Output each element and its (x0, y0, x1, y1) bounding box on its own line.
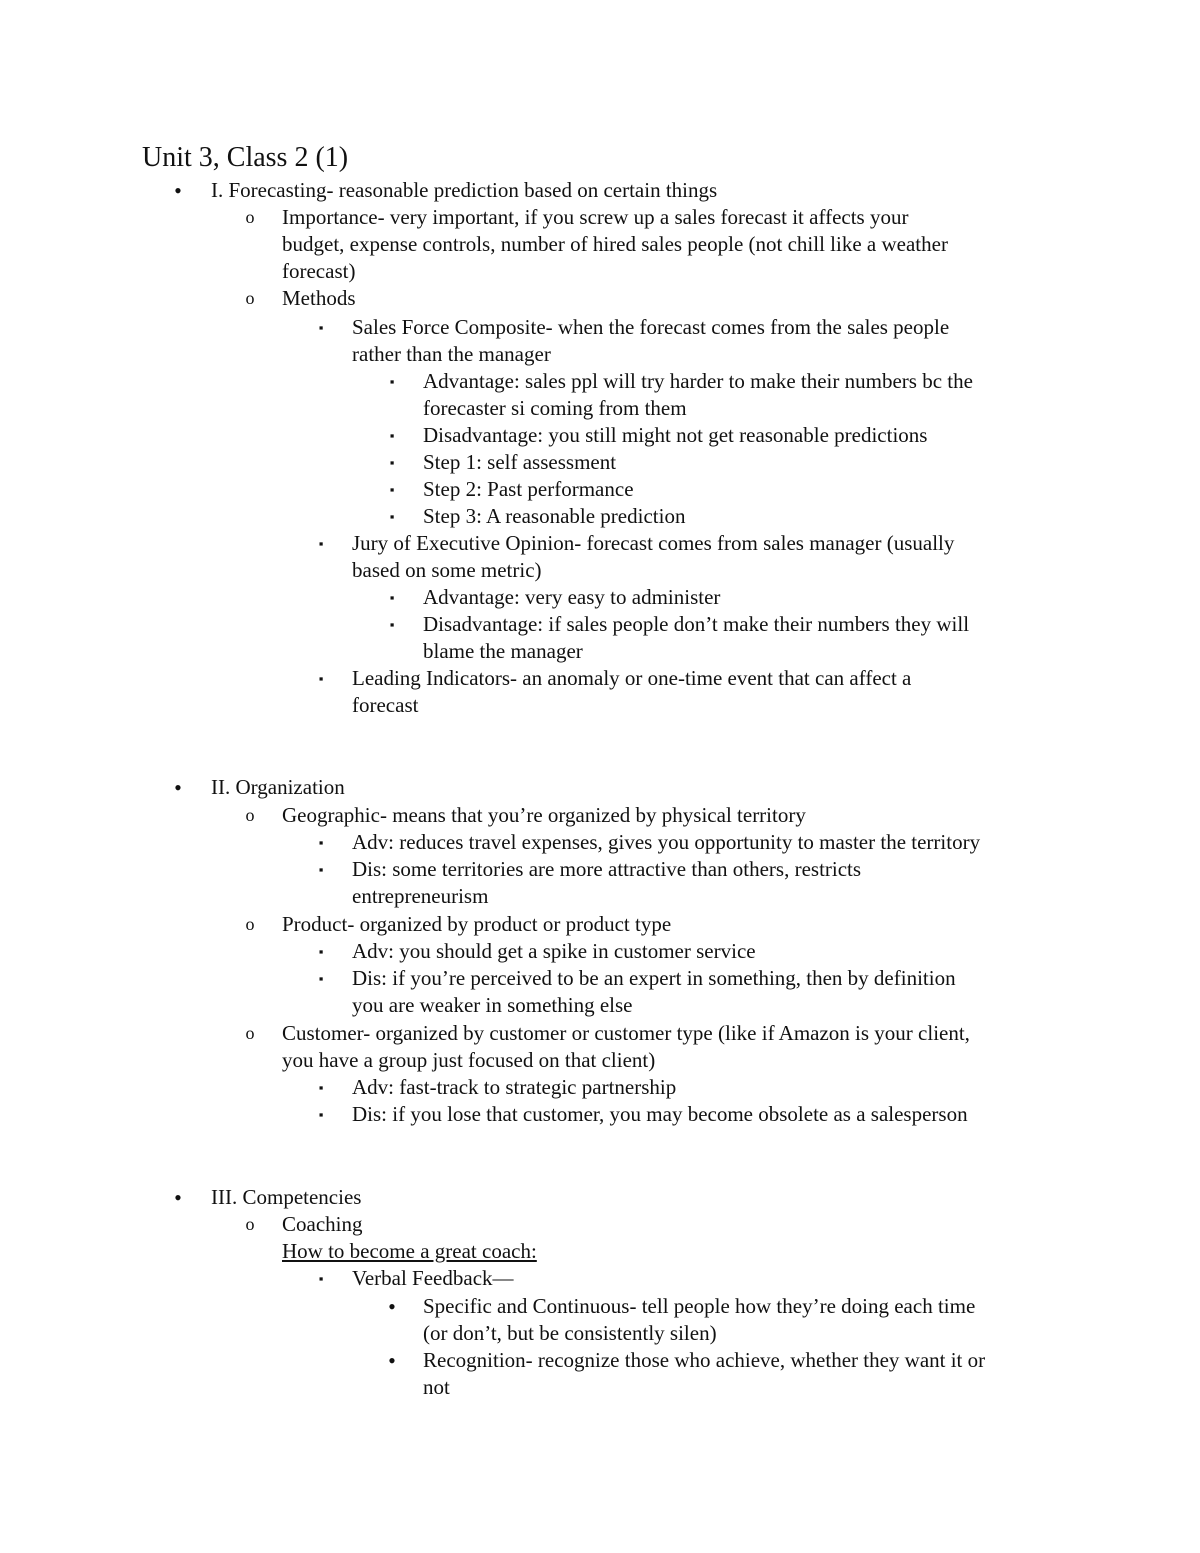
outline-line-text: Verbal Feedback— (352, 1266, 514, 1290)
square-bullet-icon: ▪ (389, 509, 395, 524)
disc-bullet-icon: • (174, 1185, 182, 1210)
outline-line-text: Adv: reduces travel expenses, gives you opportunity to master the territory (352, 830, 981, 854)
outline-line-text: based on some metric) (352, 558, 542, 582)
outline-line-text: I. Forecasting- reasonable prediction based on certain things (211, 178, 718, 202)
document-title: Unit 3, Class 2 (1) (142, 142, 349, 173)
square-bullet-icon: ▪ (318, 671, 324, 686)
circle-bullet-icon: o (245, 207, 255, 227)
outline-line-text: Step 3: A reasonable prediction (423, 504, 686, 528)
square-bullet-icon: ▪ (318, 320, 324, 335)
outline-line-text: rather than the manager (352, 342, 551, 366)
square-bullet-icon: ▪ (318, 536, 324, 551)
outline-line-text: Sales Force Composite- when the forecast comes from the sales people (352, 315, 950, 339)
outline-line-text: Product- organized by product or product type (282, 912, 672, 936)
outline-line-text: Step 1: self assessment (423, 450, 617, 474)
outline-line-text: Adv: you should get a spike in customer service (352, 939, 756, 963)
outline-line-text: Importance- very important, if you screw up a sales forecast it affects your (282, 205, 909, 229)
outline-line-text: not (423, 1375, 450, 1399)
circle-bullet-icon: o (245, 288, 255, 308)
square-bullet-icon: ▪ (389, 590, 395, 605)
outline-line-text: Coaching (282, 1212, 363, 1236)
circle-bullet-icon: o (245, 1214, 255, 1234)
square-bullet-icon: ▪ (318, 1080, 324, 1095)
square-bullet-icon: ▪ (389, 482, 395, 497)
subheading-text: How to become a great coach: (282, 1239, 537, 1263)
disc-bullet-icon: • (174, 775, 182, 800)
outline-line-text: III. Competencies (211, 1185, 362, 1209)
square-bullet-icon: ▪ (318, 862, 324, 877)
outline-line-text: forecast) (282, 259, 356, 283)
square-bullet-icon: ▪ (389, 617, 395, 632)
outline-line-text: Advantage: sales ppl will try harder to make their numbers bc the (423, 369, 973, 393)
outline-line-text: Specific and Continuous- tell people how they’re doing each time (423, 1294, 976, 1318)
outline-line-text: Geographic- means that you’re organized by physical territory (282, 803, 806, 827)
outline-line-text: Leading Indicators- an anomaly or one-time event that can affect a (352, 666, 912, 690)
outline-line-text: Customer- organized by customer or customer type (like if Amazon is your client, (282, 1021, 970, 1045)
circle-bullet-icon: o (245, 914, 255, 934)
square-bullet-icon: ▪ (318, 971, 324, 986)
outline-line-text: Advantage: very easy to administer (423, 585, 721, 609)
outline-line-text: Dis: if you lose that customer, you may become obsolete as a salesperson (352, 1102, 968, 1126)
outline-line-text: entrepreneurism (352, 884, 489, 908)
outline-line-text: Methods (282, 286, 356, 310)
square-bullet-icon: ▪ (318, 1271, 324, 1286)
disc-bullet-icon: • (388, 1294, 396, 1319)
square-bullet-icon: ▪ (389, 374, 395, 389)
square-bullet-icon: ▪ (318, 944, 324, 959)
outline-line-text: blame the manager (423, 639, 583, 663)
square-bullet-icon: ▪ (318, 1107, 324, 1122)
outline-line-text: Dis: if you’re perceived to be an expert in something, then by definition (352, 966, 956, 990)
square-bullet-icon: ▪ (389, 428, 395, 443)
outline-line-text: Jury of Executive Opinion- forecast comes from sales manager (usually (352, 531, 955, 555)
square-bullet-icon: ▪ (389, 455, 395, 470)
square-bullet-icon: ▪ (318, 835, 324, 850)
circle-bullet-icon: o (245, 1023, 255, 1043)
outline-line-text: Recognition- recognize those who achieve, whether they want it or (423, 1348, 986, 1372)
outline-line-text: Step 2: Past performance (423, 477, 634, 501)
outline-line-text: Dis: some territories are more attractive than others, restricts (352, 857, 862, 881)
disc-bullet-icon: • (388, 1348, 396, 1373)
outline-line-text: Disadvantage: you still might not get reasonable predictions (423, 423, 928, 447)
disc-bullet-icon: • (174, 178, 182, 203)
outline-line-text: Disadvantage: if sales people don’t make their numbers they will (423, 612, 970, 636)
outline-line-text: II. Organization (211, 775, 345, 799)
outline-line-text: you are weaker in something else (352, 993, 633, 1017)
outline-line-text: (or don’t, but be consistently silen) (423, 1321, 717, 1345)
outline-line-text: budget, expense controls, number of hired sales people (not chill like a weather (282, 232, 948, 256)
outline-line-text: you have a group just focused on that client) (282, 1048, 656, 1072)
circle-bullet-icon: o (245, 805, 255, 825)
outline-line-text: forecaster si coming from them (423, 396, 687, 420)
outline-line-text: forecast (352, 693, 419, 717)
outline-line-text: Adv: fast-track to strategic partnership (352, 1075, 677, 1099)
